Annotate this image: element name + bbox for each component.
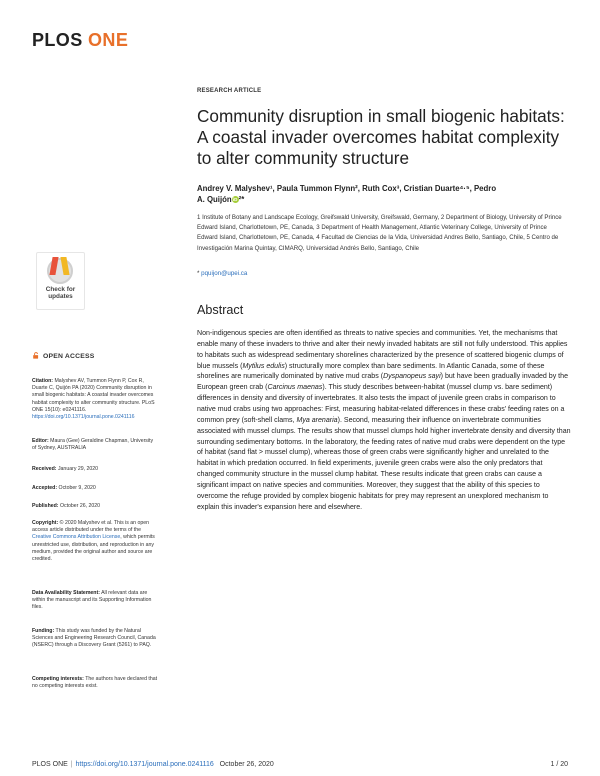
abstract-text-1: Non-indigenous species are often identified as threats to native species and communities. Yet, the mechanisms that enable many of these invaders to thrive and alter their newly invaded habitats are still not fully understood. This applies to habitats such as widespread sedimentary shorelines characterized by the presence of scattered biogenic clumps of blue mussels ( [197, 330, 568, 370]
editor-block [32, 438, 158, 452]
check-for-updates-badge[interactable] [36, 252, 85, 310]
logo-plos: PLOS [32, 30, 83, 50]
published-block [32, 503, 158, 510]
data-availability-block [32, 590, 158, 612]
accepted-label: Accepted: [32, 485, 58, 491]
copyright-text-1: © 2020 Malyshev et al. This is an open access article distributed under the terms of the [32, 520, 150, 534]
species-carcinus: Carcinus maenas [267, 384, 323, 392]
journal-logo[interactable] [32, 30, 128, 51]
open-access-label [32, 352, 94, 360]
received-block [32, 466, 158, 473]
footer-date: October 26, 2020 [219, 761, 274, 768]
funding-text: This study was funded by the Natural Sciences and Engineering Research Council, Canada (NSERC) through a Discovery Grant (5261) to PAQ. [32, 628, 156, 649]
author-list [197, 184, 567, 205]
competing-interests-text: The authors have declared that no competing interests exist. [32, 676, 158, 690]
article-title: Community disruption in small biogenic habitats: A coastal invader overcomes habitat complexity to alter community structure [197, 106, 565, 168]
published-date: October 26, 2020 [58, 503, 101, 509]
editor-label: Editor: [32, 438, 49, 444]
affiliations: 1 Institute of Botany and Landscape Ecology, Greifswald University, Greifswald, Germany, 2 Department of Biology, University of Prince Edward Island, Charlottetown, PE, Canada, 3 Department of Health Management, Atlantic Veterinary College, University of Prince Edward Island, Charlottetown, PE, Canada, 4 Facultad de Ciencias de la Vida, Universidad Andres Bello, Santiago, Chile, 5 Centro de Investigación Marina Quintay, CIMARQ, Universidad Andrés Bello, Santiago, Chile [197, 214, 562, 252]
copyright-block [32, 520, 158, 563]
logo-one: ONE [88, 30, 129, 50]
abstract-text-2: ) structurally more complex than bare sediments. In Atlantic Canada, some of these shorelines are numerically dominated by native mud crabs ( [197, 362, 545, 381]
funding-block [32, 628, 158, 650]
orcid-icon[interactable]: iD [232, 196, 238, 202]
abstract-text-4: ). This study describes between-habitat (mussel clump vs. bare sediment) differences in density and diversity of invertebrates. It also tests the impact of juvenile green crabs in comparison to native mud crabs using two approaches: First, measuring habitat-related differences in these crabs' feeding rates on a common prey (soft-shell clams, [197, 384, 565, 424]
authors-line1: Andrey V. Malyshev¹, Paula Tummon Flynn², Ruth Cox³, Cristian Duarte⁴·⁵, Pedro [197, 184, 497, 193]
data-availability-label: Data Availability Statement: [32, 590, 100, 596]
abstract-text-3: ) but have been gradually invaded by the European green crab ( [197, 373, 568, 392]
abstract-text-5: ). Second, measuring their influence on invertebrate communities associated with mussel clumps. The results show that mussel clumps hold higher invertebrate density and diversity than surrounding sedimentary bottoms. In the laboratory, the feeding rates of native mud crabs were dependent on the type of habitat (sand flat > mussel clump), whereas those of green crabs were significantly higher and unrelated to the habitat in which predation occurred. In field experiments, juvenile green crabs were also the only predators that changed community structure in the mussel clump habitat. These results indicate that green crabs can cause a significant impact on native species and communities. Moreover, they suggest that the ability of this species to overcome the refuge provided by complex biogenic habitats for prey may represent an unexplored mechanism to explain this invader's expansion here and elsewhere. [197, 416, 571, 511]
competing-interests-block [32, 676, 158, 690]
page-number: 1 / 20 [550, 761, 568, 768]
accepted-date: October 9, 2020 [57, 485, 96, 491]
copyright-text-2: , which permits unrestricted use, distribution, and reproduction in any medium, provided the original author and source are credited. [32, 534, 155, 563]
abstract-body [197, 329, 571, 514]
editor-text: Maura (Gee) Geraldine Chapman, University of Sydney, AUSTRALIA [32, 438, 154, 452]
check-updates-line1: Check for [45, 286, 76, 293]
article-type: RESEARCH ARTICLE [197, 88, 262, 94]
footer-doi-link[interactable]: https://doi.org/10.1371/journal.pone.0241116 [75, 761, 214, 768]
citation-text: Malyshev AV, Tummon Flynn P, Cox R, Duarte C, Quijón PA (2020) Community disruption in small biogenic habitats: A coastal invader overcomes habitat complexity to alter community structure. PLoS ONE 15(10): e0241116. [32, 378, 155, 413]
species-mya: Mya arenaria [296, 416, 338, 424]
footer-separator: | [70, 761, 73, 768]
accepted-block [32, 485, 158, 492]
citation-doi-link[interactable]: https://doi.org/10.1371/journal.pone.0241116 [32, 414, 135, 421]
received-label: Received: [32, 466, 57, 472]
license-link[interactable]: Creative Commons Attribution License [32, 534, 121, 541]
page-footer [32, 761, 274, 768]
open-lock-icon [32, 352, 40, 359]
competing-interests-label: Competing interests: [32, 676, 84, 682]
check-updates-label [37, 286, 84, 301]
authors-line2: A. Quijón [197, 194, 232, 204]
corresponding-author [197, 270, 247, 277]
published-label: Published: [32, 503, 59, 509]
footer-journal: PLOS ONE [32, 761, 68, 768]
citation-block [32, 378, 158, 421]
corresponding-email-link[interactable]: pquijon@upei.ca [201, 270, 248, 277]
abstract-heading: Abstract [197, 303, 244, 317]
check-updates-line2: updates [48, 293, 73, 301]
species-mytilus: Mytilus edulis [242, 362, 285, 370]
received-date: January 29, 2020 [56, 466, 99, 472]
species-dyspanopeus: Dyspanopeus sayi [383, 373, 441, 381]
citation-label: Citation: [32, 378, 54, 384]
copyright-label: Copyright: [32, 520, 59, 526]
funding-label: Funding: [32, 628, 55, 634]
data-availability-text: All relevant data are within the manuscript and its Supporting Information files. [32, 590, 152, 611]
open-access-text: OPEN ACCESS [43, 353, 95, 360]
corresponding-prefix: * [197, 270, 202, 277]
authors-line2-suffix: ²* [238, 194, 245, 204]
